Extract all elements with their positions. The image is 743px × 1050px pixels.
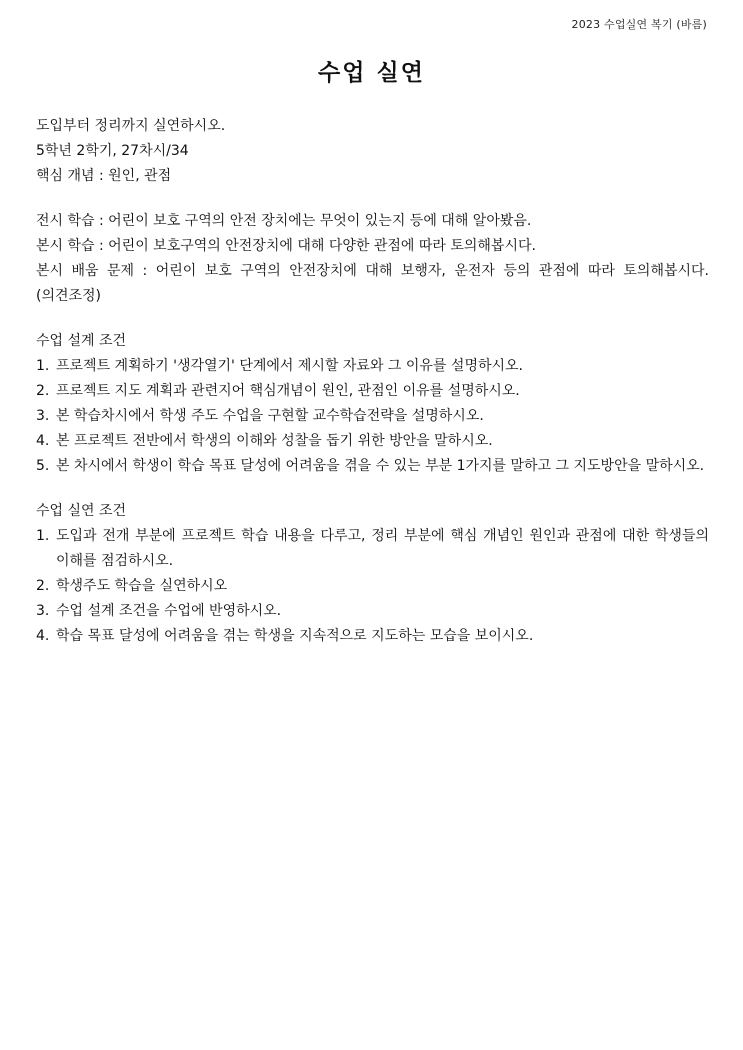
section-gap xyxy=(36,309,709,329)
section-gap xyxy=(36,189,709,209)
item-text: 본 프로젝트 전반에서 학생의 이해와 성찰을 돕기 위한 방안을 말하시오. xyxy=(56,433,493,449)
list-item xyxy=(36,379,709,404)
item-text: 본 차시에서 학생이 학습 목표 달성에 어려움을 겪을 수 있는 부분 1가지를 말하고 그 지도방안을 말하시오. xyxy=(56,458,705,474)
item-number: 4. xyxy=(36,433,50,449)
design-conditions-list xyxy=(36,354,709,479)
item-text: 학습 목표 달성에 어려움을 겪는 학생을 지속적으로 지도하는 모습을 보이시오. xyxy=(56,628,534,644)
item-text: 학생주도 학습을 실연하시오 xyxy=(56,578,228,594)
list-item xyxy=(36,354,709,379)
grade-period-line: 5학년 2학기, 27차시/34 xyxy=(36,143,189,159)
item-number: 4. xyxy=(36,628,50,644)
key-concept-line: 핵심 개념 : 원인, 관점 xyxy=(36,168,172,184)
lesson-info-section xyxy=(36,209,709,309)
item-number: 2. xyxy=(36,578,50,594)
item-text: 프로젝트 지도 계획과 관련지어 핵심개념이 원인, 관점인 이유를 설명하시오. xyxy=(56,383,520,399)
list-item xyxy=(36,429,709,454)
item-number: 1. xyxy=(36,528,50,544)
item-number: 3. xyxy=(36,603,50,619)
section-gap xyxy=(36,479,709,499)
demo-conditions-heading: 수업 실연 조건 xyxy=(36,503,127,519)
item-text: 프로젝트 계획하기 '생각열기' 단계에서 제시할 자료와 그 이유를 설명하시오. xyxy=(56,358,523,374)
previous-lesson-line: 전시 학습 : 어린이 보호 구역의 안전 장치에는 무엇이 있는지 등에 대해 알아봤음. xyxy=(36,213,532,229)
list-item xyxy=(36,624,709,649)
demo-conditions-list xyxy=(36,524,709,649)
page-title: 수업 실연 xyxy=(318,60,425,86)
demo-conditions-section xyxy=(36,499,709,649)
item-text: 도입과 전개 부분에 프로젝트 학습 내용을 다루고, 정리 부분에 핵심 개념인 원인과 관점에 대한 학생들의 이해를 점검하시오. xyxy=(56,528,709,569)
design-conditions-section xyxy=(36,329,709,479)
instruction-line: 도입부터 정리까지 실연하시오. xyxy=(36,118,226,134)
intro-section xyxy=(36,114,709,189)
item-number: 3. xyxy=(36,408,50,424)
item-number: 5. xyxy=(36,458,50,474)
document-body xyxy=(36,114,709,649)
list-item xyxy=(36,454,709,479)
current-lesson-line: 본시 학습 : 어린이 보호구역의 안전장치에 대해 다양한 관점에 따라 토의해봅시다. xyxy=(36,238,536,254)
list-item xyxy=(36,524,709,574)
header-note: 2023 수업실연 복기 (바름) xyxy=(571,18,707,31)
list-item xyxy=(36,404,709,429)
list-item xyxy=(36,599,709,624)
item-text: 수업 설계 조건을 수업에 반영하시오. xyxy=(56,603,282,619)
design-conditions-heading: 수업 설계 조건 xyxy=(36,333,127,349)
item-number: 1. xyxy=(36,358,50,374)
item-text: 본 학습차시에서 학생 주도 수업을 구현할 교수학습전략을 설명하시오. xyxy=(56,408,484,424)
item-number: 2. xyxy=(36,383,50,399)
lesson-problem-line: 본시 배움 문제 : 어린이 보호 구역의 안전장치에 대해 보행자, 운전자 등의 관점에 따라 토의해봅시다. (의견조정) xyxy=(36,263,709,304)
list-item xyxy=(36,574,709,599)
